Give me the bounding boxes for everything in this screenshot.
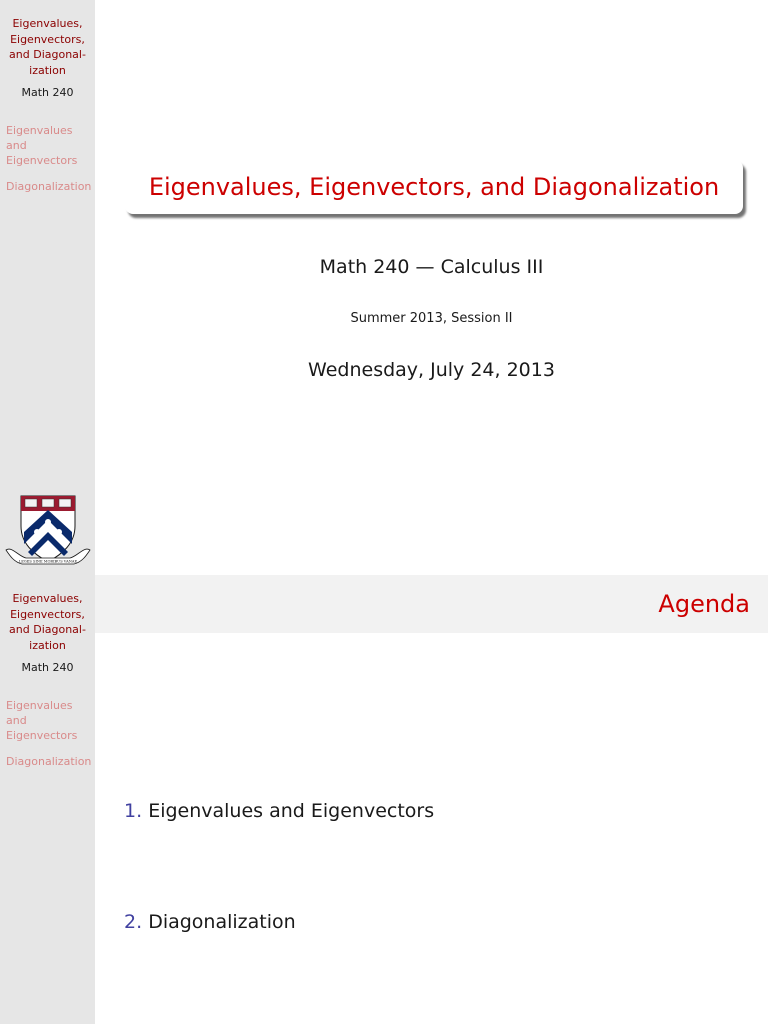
sidebar-section-line: Diagonalization	[6, 180, 92, 193]
agenda-item-number: 1.	[124, 800, 143, 822]
sidebar	[0, 0, 95, 575]
sidebar-title-line: and Diagonal-	[9, 48, 86, 61]
sidebar	[0, 575, 95, 1024]
sidebar-author[interactable]: Math 240	[21, 661, 74, 674]
presentation-subtitle: Math 240 — Calculus III	[319, 256, 544, 278]
sidebar-short-title[interactable]	[0, 591, 95, 653]
sidebar-title-line: Eigenvectors,	[10, 607, 85, 621]
agenda-item-label: Eigenvalues and Eigenvectors	[148, 800, 435, 822]
agenda-slide	[0, 575, 768, 1024]
title-box	[125, 160, 743, 214]
frame-header	[95, 575, 768, 633]
sidebar-author[interactable]: Math 240	[21, 86, 74, 99]
sidebar-title-line: and Diagonal-	[9, 623, 86, 636]
sidebar-section-diagonalization[interactable]	[6, 754, 96, 769]
agenda-item-diagonalization[interactable]	[124, 911, 296, 933]
presentation-date: Wednesday, July 24, 2013	[308, 359, 555, 381]
crest-motto: LEGES SINE MORIBUS VANAE	[18, 559, 78, 564]
sidebar-section-line: and	[6, 139, 27, 153]
sidebar-section-eigenvalues[interactable]	[6, 698, 86, 744]
sidebar-short-title[interactable]	[0, 16, 95, 78]
agenda-item-label: Diagonalization	[148, 911, 296, 933]
frame-title: Agenda	[658, 590, 750, 618]
sidebar-section-line: and	[6, 714, 27, 728]
sidebar-section-line: Eigenvectors	[6, 154, 78, 168]
sidebar-title-line: Eigenvalues,	[12, 592, 83, 605]
sidebar-section-line: Eigenvalues	[6, 124, 73, 137]
presentation-institute: Summer 2013, Session II	[350, 311, 513, 326]
sidebar-section-line: Eigenvalues	[6, 699, 73, 712]
sidebar-section-line: Diagonalization	[6, 755, 92, 768]
sidebar-section-line: Eigenvectors	[6, 729, 78, 743]
sidebar-section-diagonalization[interactable]	[6, 179, 96, 194]
sidebar-section-eigenvalues[interactable]	[6, 123, 86, 169]
university-crest-logo	[2, 492, 94, 572]
sidebar-title-line: ization	[29, 638, 66, 652]
sidebar-title-line: Eigenvectors,	[10, 32, 85, 46]
presentation-title: Eigenvalues, Eigenvectors, and Diagonalization	[148, 173, 720, 201]
agenda-item-number: 2.	[124, 911, 143, 933]
sidebar-title-line: Eigenvalues,	[12, 17, 83, 30]
sidebar-title-line: ization	[29, 63, 66, 77]
agenda-item-eigenvalues[interactable]	[124, 800, 434, 822]
